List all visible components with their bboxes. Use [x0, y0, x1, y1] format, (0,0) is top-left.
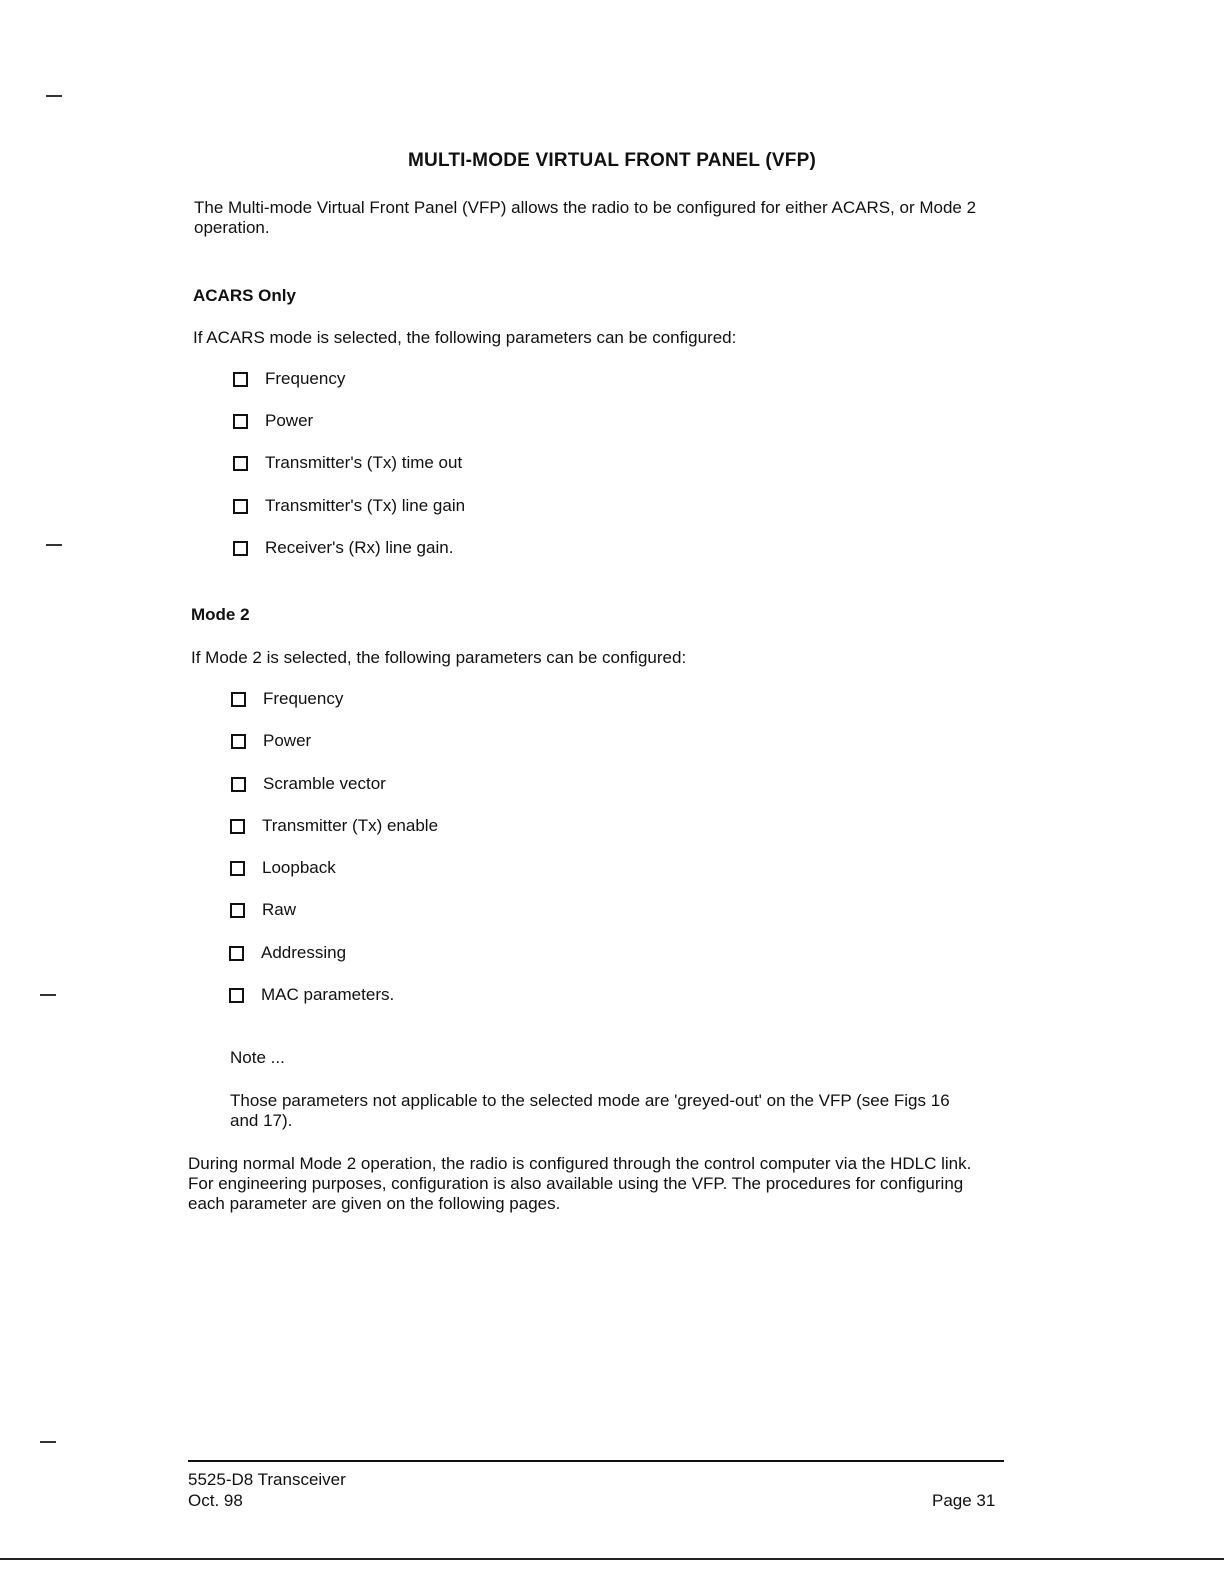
list-item [233, 411, 313, 431]
checkbox-bullet-icon [231, 734, 246, 749]
footer-left [188, 1469, 346, 1511]
note-text [230, 1091, 1030, 1131]
list-item-label: Receiver's (Rx) line gain. [265, 538, 454, 557]
scan-mark [40, 994, 56, 996]
list-item-label: Raw [262, 900, 297, 919]
list-item [231, 689, 343, 709]
checkbox-bullet-icon [229, 946, 244, 961]
list-item [230, 858, 336, 878]
page-title: MULTI-MODE VIRTUAL FRONT PANEL (VFP) [408, 150, 816, 171]
list-item-label: Power [265, 411, 314, 430]
list-item-label: Frequency [265, 369, 346, 388]
checkbox-bullet-icon [233, 456, 248, 471]
checkbox-bullet-icon [233, 541, 248, 556]
list-item [231, 774, 386, 794]
list-item-label: MAC parameters. [261, 985, 395, 1004]
list-item-label: Transmitter's (Tx) line gain [265, 496, 466, 515]
page-number: Page 31 [932, 1491, 996, 1510]
section-lead-mode2: If Mode 2 is selected, the following parameters can be configured: [191, 648, 687, 667]
checkbox-bullet-icon [230, 819, 245, 834]
checkbox-bullet-icon [233, 372, 248, 387]
checkbox-bullet-icon [230, 903, 245, 918]
checkbox-bullet-icon [229, 988, 244, 1003]
closing-line: each parameter are given on the following pages. [188, 1194, 561, 1213]
checkbox-bullet-icon [231, 692, 246, 707]
page-edge-line [0, 1558, 1224, 1560]
footer-divider [188, 1460, 1004, 1462]
note-label: Note ... [230, 1048, 285, 1067]
list-item [229, 943, 346, 963]
closing-line: During normal Mode 2 operation, the radio is configured through the control computer via the HDLC link. [188, 1154, 972, 1173]
list-item [230, 900, 296, 920]
list-item-label: Power [263, 731, 312, 750]
footer-product: 5525-D8 Transceiver [188, 1470, 346, 1489]
list-item [233, 496, 465, 516]
list-item-label: Scramble vector [263, 774, 386, 793]
section-heading-mode2: Mode 2 [191, 605, 250, 624]
intro-line: The Multi-mode Virtual Front Panel (VFP) allows the radio to be configured for either ACARS, or Mode 2 [194, 198, 977, 217]
intro-line: operation. [194, 218, 270, 237]
list-item [229, 985, 394, 1005]
intro-paragraph [194, 198, 1074, 238]
list-item-label: Transmitter (Tx) enable [262, 816, 439, 835]
list-item [230, 816, 438, 836]
checkbox-bullet-icon [233, 499, 248, 514]
list-item [231, 731, 311, 751]
checkbox-bullet-icon [231, 777, 246, 792]
list-item-label: Transmitter's (Tx) time out [265, 453, 463, 472]
list-item [233, 369, 345, 389]
list-item [233, 453, 462, 473]
note-line: and 17). [230, 1111, 293, 1130]
footer-date: Oct. 98 [188, 1491, 243, 1510]
note-line: Those parameters not applicable to the selected mode are 'greyed-out' on the VFP (see Figs 16 [230, 1091, 950, 1110]
scan-mark [40, 1441, 56, 1443]
checkbox-bullet-icon [233, 414, 248, 429]
scan-mark [46, 95, 62, 97]
closing-paragraph [188, 1154, 1048, 1214]
scan-mark [46, 544, 62, 546]
closing-line: For engineering purposes, configuration is also available using the VFP. The procedures for configuring [188, 1174, 964, 1193]
checkbox-bullet-icon [230, 861, 245, 876]
list-item-label: Addressing [261, 943, 347, 962]
list-item [233, 538, 453, 558]
section-heading-acars: ACARS Only [193, 286, 296, 305]
list-item-label: Frequency [263, 689, 344, 708]
section-lead-acars: If ACARS mode is selected, the following parameters can be configured: [193, 328, 737, 347]
list-item-label: Loopback [262, 858, 336, 877]
